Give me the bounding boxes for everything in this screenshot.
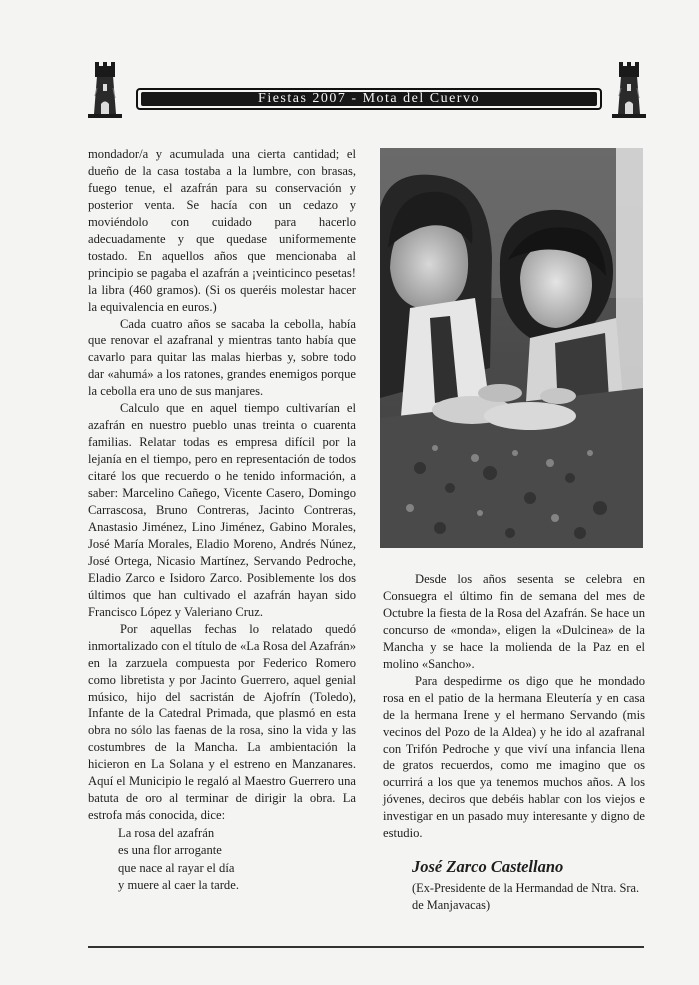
- saffron-peeling-photo: [380, 148, 643, 548]
- left-column: [88, 146, 356, 894]
- verse-line: y muere al caer la tarde.: [118, 877, 239, 892]
- header-banner: [136, 88, 602, 110]
- paragraph: Calculo que en aquel tiempo cultivarían el azafrán en nuestro pueblo unas treinta o cuarenta familias. Relatar todas es empresa difícil por la lejanía en el tiempo, pero en representación de todos citaré los que recuerdo o he tenido información, a saber: Marcelino Cañego, Vicente Casero, Domingo Carrascosa, Bruno Contreras, Jacinto Contreras, Anastasio Jiménez, Lino Jiménez, Gabino Morales, José María Morales, Eladio Moreno, Andrés Núnez, José Ortega, Nicasio Martínez, Servando Pedroche, Eladio Zarco e Isidoro Zarco. Posiblemente los dos últimos que han cultivado el azafrán hayan sido Francisco López y Valeriano Cruz.: [88, 401, 356, 619]
- author-name: José Zarco Castellano: [412, 857, 564, 876]
- author-role: (Ex-Presidente de la Hermandad de Ntra. Sra. de Manjavacas): [412, 881, 640, 912]
- verse-line: es una flor arrogante: [118, 843, 222, 858]
- paragraph: Por aquellas fechas lo relatado quedó inmortalizado con el título de «La Rosa del Azafrán» en la zarzuela compuesta por Federico Romero como libretista y por Jacinto Guerrero, aquel genial músico, hijo del sacristán de Ajofrín (Toledo), Infante de la Catedral Primada, que plasmó en esta obra no sólo las faenas de la rosa, sino la vida y las costumbres de la Mancha. La ambientación la hicieron en La Solana y el estreno en Manzanares. Aquí el Municipio le regaló al Maestro Guerrero una batuta de oro al terminar de dirigir la obra. La estrofa más conocida, dice:: [88, 621, 356, 823]
- castle-tower-icon: [608, 58, 650, 120]
- verse-line: que nace al rayar el día: [118, 860, 235, 875]
- right-column: [383, 571, 645, 842]
- header-title: Fiestas 2007 - Mota del Cuervo: [141, 92, 597, 106]
- footer-rule: [88, 946, 644, 948]
- paragraph: mondador/a y acumulada una cierta cantidad; el dueño de la casa tostaba a la lumbre, con brasas, fuego tenue, el azafrán para su conservación y posterior venta. Se hacía con un cedazo y moviéndolo con cuidado para hacerlo adecuadamente y que quedase uniformemente tostado. En aquellos años que mencionaba al principio se pagaba el azafrán a ¡veinticinco pesetas! la libra (460 gramos). (Si os queréis molestar hacer la equivalencia en euros.): [88, 147, 356, 314]
- verse-stanza: [118, 825, 356, 894]
- paragraph: Desde los años sesenta se celebra en Consuegra el último fin de semana del mes de Octubre la fiesta de la Rosa del Azafrán. Se hace un concurso de «monda», eligen la «Dulcinea» de la Mancha y se hace la molienda de la Paz en el molino «Sancho».: [383, 572, 645, 671]
- paragraph: Cada cuatro años se sacaba la cebolla, había que renovar el azafranal y mientras tanto había que cavarlo para quitar las malas hierbas y, sobre todo dar «ahumá» a los ratones, grandes enemigos porque la cebolla era uno de sus manjares.: [88, 316, 356, 399]
- paragraph: Para despedirme os digo que he mondado rosa en el patio de la hermana Eleutería y en casa de la hermana Irene y el hermano Servando (mis vecinos del Pozo de la Aldea) y he ido al azafranal con Trifón Pedroche y que viví una infancia llena de gratos recuerdos, como me imagino que os ocurrirá a los que ya tenemos muchos años. A los jóvenes, deciros que debéis hablar con los viejos e investigar en un pasado muy interesante y digno de estudio.: [383, 673, 645, 841]
- castle-tower-icon: [84, 58, 126, 120]
- verse-line: La rosa del azafrán: [118, 826, 215, 841]
